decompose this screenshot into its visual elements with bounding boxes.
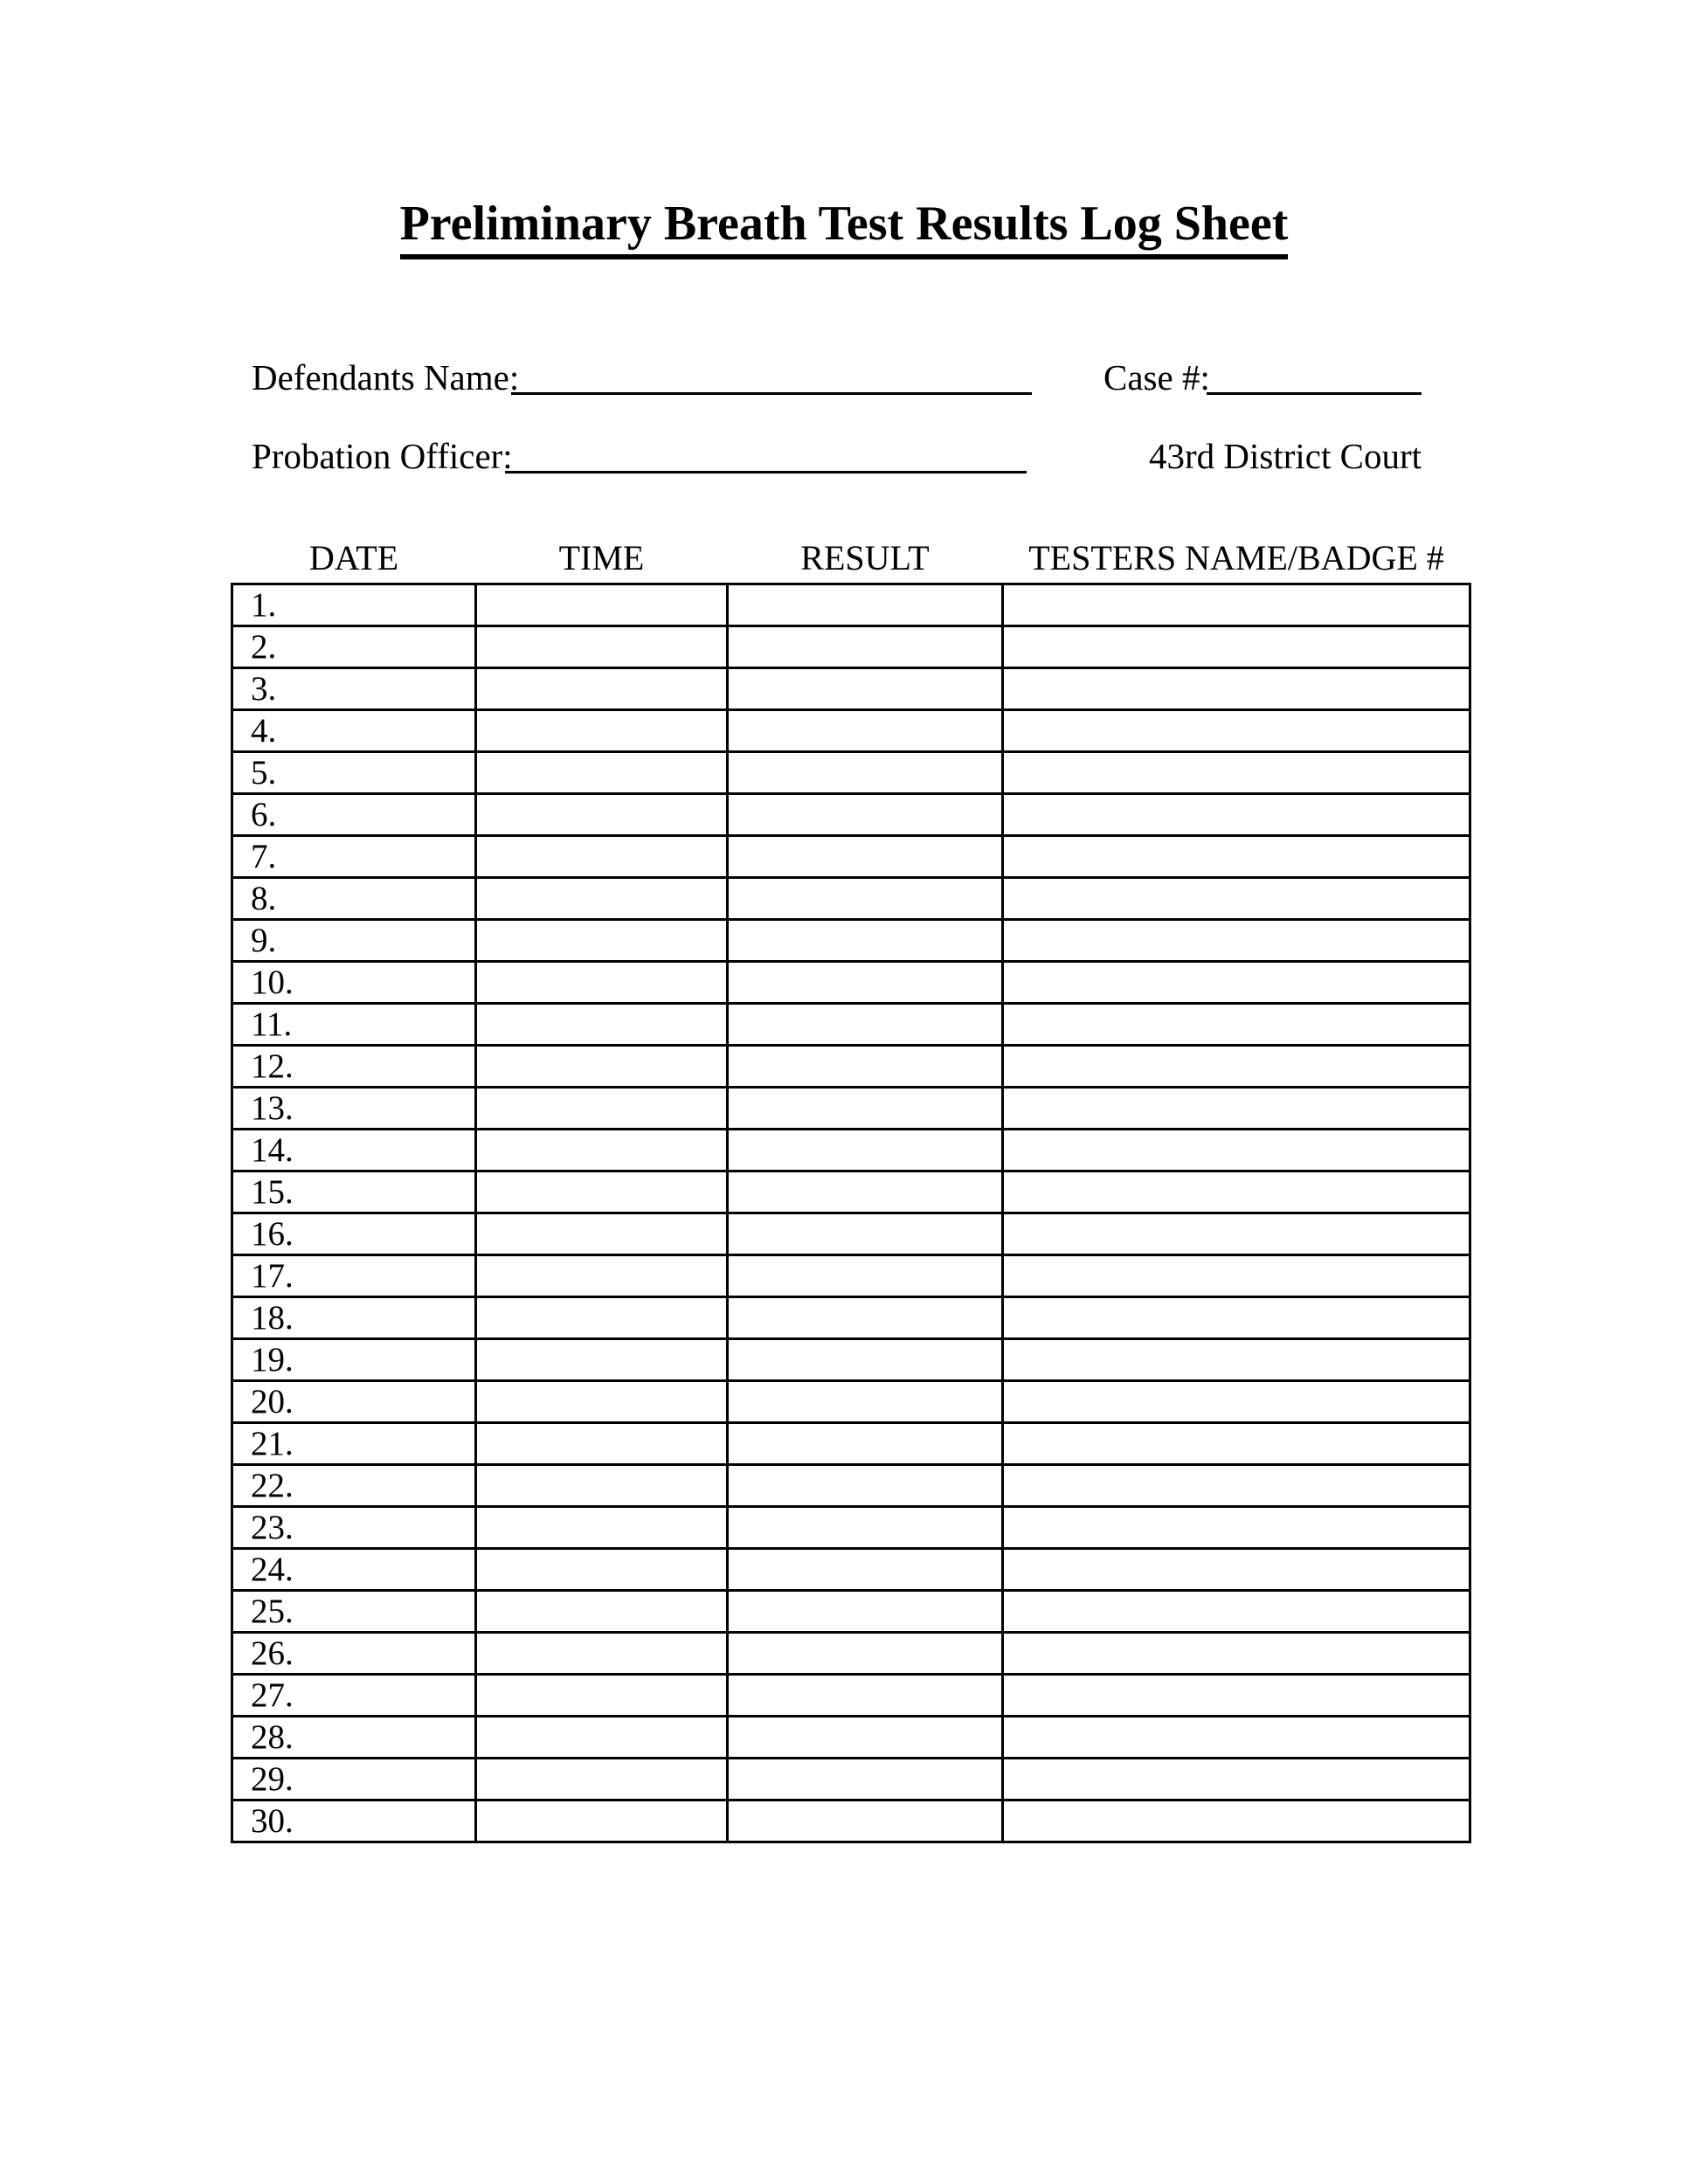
row-number: 21.: [251, 1425, 294, 1462]
table-row: [232, 1213, 1470, 1255]
date-cell[interactable]: [232, 1549, 476, 1591]
table-row: [232, 1675, 1470, 1717]
date-cell[interactable]: [232, 1423, 476, 1465]
table-row: [232, 1633, 1470, 1675]
table-row: [232, 1759, 1470, 1800]
row-number: 12.: [251, 1047, 294, 1085]
date-cell[interactable]: [232, 1046, 476, 1088]
row-number: 14.: [251, 1131, 294, 1169]
result-cell[interactable]: [728, 1675, 1003, 1717]
row-number: 23.: [251, 1509, 294, 1546]
result-cell[interactable]: [728, 668, 1003, 710]
date-cell[interactable]: [232, 752, 476, 794]
row-number: 15.: [251, 1173, 294, 1211]
date-cell[interactable]: [232, 1088, 476, 1130]
row-number: 1.: [251, 586, 277, 624]
result-cell[interactable]: [728, 1465, 1003, 1507]
result-cell[interactable]: [728, 584, 1003, 626]
column-header-result: RESULT: [800, 538, 930, 577]
result-cell[interactable]: [728, 1046, 1003, 1088]
date-cell[interactable]: [232, 1465, 476, 1507]
column-header-date: DATE: [308, 538, 399, 577]
result-cell[interactable]: [728, 626, 1003, 668]
row-number: 24.: [251, 1551, 294, 1588]
date-cell[interactable]: [232, 1213, 476, 1255]
table-row: [232, 1800, 1470, 1842]
date-cell[interactable]: [232, 1591, 476, 1633]
table-row: [232, 1339, 1470, 1381]
time-cell[interactable]: [476, 584, 728, 626]
time-cell[interactable]: [476, 1088, 728, 1130]
row-number: 17.: [251, 1257, 294, 1295]
tester-cell[interactable]: [1003, 878, 1470, 920]
result-cell[interactable]: [728, 1088, 1003, 1130]
tester-cell[interactable]: [1003, 584, 1470, 626]
date-cell[interactable]: [232, 794, 476, 836]
tester-cell[interactable]: [1003, 1759, 1470, 1800]
result-cell[interactable]: [728, 1171, 1003, 1213]
time-cell[interactable]: [476, 1759, 728, 1800]
date-cell[interactable]: [232, 1507, 476, 1549]
probation-officer-blank[interactable]: [505, 439, 1027, 473]
date-cell[interactable]: [232, 920, 476, 962]
time-cell[interactable]: [476, 962, 728, 1004]
result-cell[interactable]: [728, 962, 1003, 1004]
table-row: [232, 1130, 1470, 1171]
date-cell[interactable]: [232, 962, 476, 1004]
row-number: 20.: [251, 1383, 294, 1420]
tester-cell[interactable]: [1003, 1800, 1470, 1842]
result-cell[interactable]: [728, 1130, 1003, 1171]
tester-cell[interactable]: [1003, 1423, 1470, 1465]
column-header-testers-name-badge: TESTERS NAME/BADGE #: [1028, 538, 1444, 577]
date-cell[interactable]: [232, 1381, 476, 1423]
result-cell[interactable]: [728, 1591, 1003, 1633]
table-row: [232, 1591, 1470, 1633]
table-row: [232, 1465, 1470, 1507]
tester-cell[interactable]: [1003, 962, 1470, 1004]
time-cell[interactable]: [476, 920, 728, 962]
table-row: [232, 1255, 1470, 1297]
row-number: 4.: [251, 712, 277, 750]
tester-cell[interactable]: [1003, 1088, 1470, 1130]
tester-cell[interactable]: [1003, 1507, 1470, 1549]
time-cell[interactable]: [476, 1675, 728, 1717]
row-number: 10.: [251, 964, 294, 1001]
tester-cell[interactable]: [1003, 1465, 1470, 1507]
date-cell[interactable]: [232, 1004, 476, 1046]
time-cell[interactable]: [476, 1465, 728, 1507]
result-cell[interactable]: [728, 1255, 1003, 1297]
time-cell[interactable]: [476, 1507, 728, 1549]
time-cell[interactable]: [476, 1297, 728, 1339]
date-cell[interactable]: [232, 710, 476, 752]
date-cell[interactable]: [232, 1171, 476, 1213]
time-cell[interactable]: [476, 1046, 728, 1088]
tester-cell[interactable]: [1003, 1381, 1470, 1423]
table-row: [232, 710, 1470, 752]
date-cell[interactable]: [232, 626, 476, 668]
result-cell[interactable]: [728, 1800, 1003, 1842]
row-number: 2.: [251, 628, 277, 666]
tester-cell[interactable]: [1003, 710, 1470, 752]
column-header-time: TIME: [558, 538, 645, 577]
time-cell[interactable]: [476, 836, 728, 878]
row-number: 19.: [251, 1341, 294, 1379]
date-cell[interactable]: [232, 1255, 476, 1297]
result-cell[interactable]: [728, 794, 1003, 836]
probation-officer-label: Probation Officer:: [252, 436, 513, 476]
row-number: 25.: [251, 1593, 294, 1630]
date-cell[interactable]: [232, 1675, 476, 1717]
table-row: [232, 1088, 1470, 1130]
date-cell[interactable]: [232, 878, 476, 920]
row-number: 5.: [251, 754, 277, 791]
tester-cell[interactable]: [1003, 1675, 1470, 1717]
table-row: [232, 752, 1470, 794]
case-number-blank[interactable]: [1207, 360, 1422, 395]
row-number: 13.: [251, 1089, 294, 1127]
date-cell[interactable]: [232, 836, 476, 878]
time-cell[interactable]: [476, 1800, 728, 1842]
breath-test-log-table: [231, 535, 1471, 1843]
time-cell[interactable]: [476, 1171, 728, 1213]
tester-cell[interactable]: [1003, 1213, 1470, 1255]
table-row: [232, 962, 1470, 1004]
date-cell[interactable]: [232, 1717, 476, 1759]
date-cell[interactable]: [232, 584, 476, 626]
table-row: [232, 1717, 1470, 1759]
table-row: [232, 794, 1470, 836]
time-cell[interactable]: [476, 1633, 728, 1675]
table-row: [232, 1297, 1470, 1339]
tester-cell[interactable]: [1003, 1717, 1470, 1759]
date-cell[interactable]: [232, 1130, 476, 1171]
row-number: 22.: [251, 1467, 294, 1504]
tester-cell[interactable]: [1003, 794, 1470, 836]
row-number: 29.: [251, 1760, 294, 1798]
court-name: 43rd District Court: [1149, 436, 1422, 476]
page-title-text: Preliminary Breath Test Results Log Sheet: [400, 196, 1289, 259]
tester-cell[interactable]: [1003, 1046, 1470, 1088]
tester-cell[interactable]: [1003, 1339, 1470, 1381]
result-cell[interactable]: [728, 1633, 1003, 1675]
result-cell[interactable]: [728, 878, 1003, 920]
tester-cell[interactable]: [1003, 1130, 1470, 1171]
tester-cell[interactable]: [1003, 668, 1470, 710]
row-number: 16.: [251, 1215, 294, 1253]
result-cell[interactable]: [728, 710, 1003, 752]
tester-cell[interactable]: [1003, 836, 1470, 878]
tester-cell[interactable]: [1003, 1297, 1470, 1339]
result-cell[interactable]: [728, 1759, 1003, 1800]
result-cell[interactable]: [728, 1507, 1003, 1549]
row-number: 11.: [251, 1006, 293, 1043]
row-number: 9.: [251, 922, 277, 959]
time-cell[interactable]: [476, 752, 728, 794]
time-cell[interactable]: [476, 1130, 728, 1171]
time-cell[interactable]: [476, 1213, 728, 1255]
result-cell[interactable]: [728, 1717, 1003, 1759]
tester-cell[interactable]: [1003, 752, 1470, 794]
table-row: [232, 1381, 1470, 1423]
row-number: 8.: [251, 880, 277, 917]
table-body: [232, 584, 1470, 1842]
time-cell[interactable]: [476, 1004, 728, 1046]
date-cell[interactable]: [232, 1633, 476, 1675]
row-number: 30.: [251, 1802, 294, 1840]
table-row: [232, 626, 1470, 668]
tester-cell[interactable]: [1003, 920, 1470, 962]
row-number: 18.: [251, 1299, 294, 1337]
tester-cell[interactable]: [1003, 1171, 1470, 1213]
table-row: [232, 1171, 1470, 1213]
result-cell[interactable]: [728, 920, 1003, 962]
time-cell[interactable]: [476, 1339, 728, 1381]
table-row: [232, 668, 1470, 710]
row-number: 27.: [251, 1676, 294, 1714]
row-number: 28.: [251, 1718, 294, 1756]
tester-cell[interactable]: [1003, 1004, 1470, 1046]
table-row: [232, 1549, 1470, 1591]
row-number: 3.: [251, 670, 277, 708]
table-row: [232, 584, 1470, 626]
result-cell[interactable]: [728, 1549, 1003, 1591]
time-cell[interactable]: [476, 668, 728, 710]
table-row: [232, 1004, 1470, 1046]
time-cell[interactable]: [476, 1549, 728, 1591]
time-cell[interactable]: [476, 710, 728, 752]
tester-cell[interactable]: [1003, 1633, 1470, 1675]
time-cell[interactable]: [476, 794, 728, 836]
table-row: [232, 1507, 1470, 1549]
date-cell[interactable]: [232, 1297, 476, 1339]
time-cell[interactable]: [476, 626, 728, 668]
result-cell[interactable]: [728, 1297, 1003, 1339]
row-number: 6.: [251, 796, 277, 833]
tester-cell[interactable]: [1003, 626, 1470, 668]
defendants-name-blank[interactable]: [511, 360, 1032, 395]
table-row: [232, 1423, 1470, 1465]
table-row: [232, 920, 1470, 962]
table-row: [232, 836, 1470, 878]
tester-cell[interactable]: [1003, 1255, 1470, 1297]
case-number-label: Case #:: [1103, 357, 1210, 397]
result-cell[interactable]: [728, 1381, 1003, 1423]
time-cell[interactable]: [476, 1255, 728, 1297]
table-row: [232, 878, 1470, 920]
row-number: 26.: [251, 1635, 294, 1672]
time-cell[interactable]: [476, 878, 728, 920]
date-cell[interactable]: [232, 1339, 476, 1381]
tester-cell[interactable]: [1003, 1549, 1470, 1591]
result-cell[interactable]: [728, 1004, 1003, 1046]
table-row: [232, 1046, 1470, 1088]
time-cell[interactable]: [476, 1717, 728, 1759]
result-cell[interactable]: [728, 1339, 1003, 1381]
table-header-row: [232, 535, 1470, 584]
date-cell[interactable]: [232, 1759, 476, 1800]
date-cell[interactable]: [232, 1800, 476, 1842]
defendants-name-label: Defendants Name:: [252, 357, 520, 397]
page-title: [0, 196, 1688, 259]
time-cell[interactable]: [476, 1423, 728, 1465]
time-cell[interactable]: [476, 1591, 728, 1633]
time-cell[interactable]: [476, 1381, 728, 1423]
result-cell[interactable]: [728, 1213, 1003, 1255]
result-cell[interactable]: [728, 752, 1003, 794]
row-number: 7.: [251, 838, 277, 875]
result-cell[interactable]: [728, 1423, 1003, 1465]
date-cell[interactable]: [232, 668, 476, 710]
result-cell[interactable]: [728, 836, 1003, 878]
tester-cell[interactable]: [1003, 1591, 1470, 1633]
